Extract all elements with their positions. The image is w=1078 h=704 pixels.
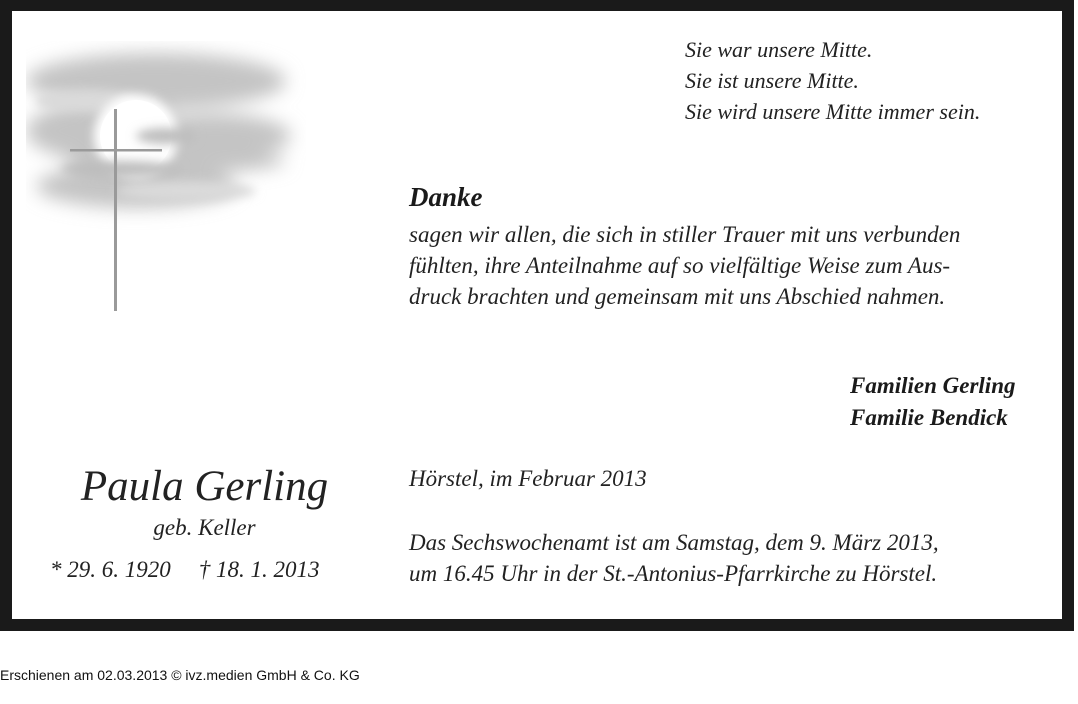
- thanks-line: sagen wir allen, die sich in stiller Trauer mit uns verbunden: [409, 222, 961, 247]
- thanks-title: Danke: [409, 182, 483, 212]
- signers: [850, 370, 1016, 434]
- signer: Familie Bendick: [850, 405, 1008, 430]
- mass-line: Das Sechswochenamt ist am Samstag, dem 9. März 2013,: [409, 530, 939, 555]
- mass-notice: [409, 527, 939, 589]
- signer: Familien Gerling: [850, 373, 1016, 398]
- thanks-line: fühlten, ihre Anteilnahme auf so vielfältige Weise zum Aus-: [409, 253, 951, 278]
- motto-line: Sie wird unsere Mitte immer sein.: [685, 99, 981, 124]
- thanks-text: [409, 219, 1045, 312]
- cross-moon-clouds-icon: [26, 41, 306, 311]
- death-date: † 18. 1. 2013: [198, 557, 320, 582]
- birth-date: * 29. 6. 1920: [50, 557, 171, 582]
- deceased-name: Paula Gerling: [80, 463, 329, 510]
- motto-line: Sie ist unsere Mitte.: [685, 68, 859, 93]
- mass-line: um 16.45 Uhr in der St.-Antonius-Pfarrkirche zu Hörstel.: [409, 561, 938, 586]
- life-dates: [50, 557, 320, 583]
- publication-footer: Erschienen am 02.03.2013 © ivz.medien GmbH & Co. KG: [0, 667, 360, 683]
- maiden-name: geb. Keller: [153, 515, 256, 540]
- motto-line: Sie war unsere Mitte.: [685, 37, 873, 62]
- obituary-card: [12, 11, 1062, 619]
- place-date: Hörstel, im Februar 2013: [409, 466, 647, 491]
- motto: [685, 34, 980, 127]
- thanks-line: druck brachten und gemeinsam mit uns Abschied nahmen.: [409, 284, 946, 309]
